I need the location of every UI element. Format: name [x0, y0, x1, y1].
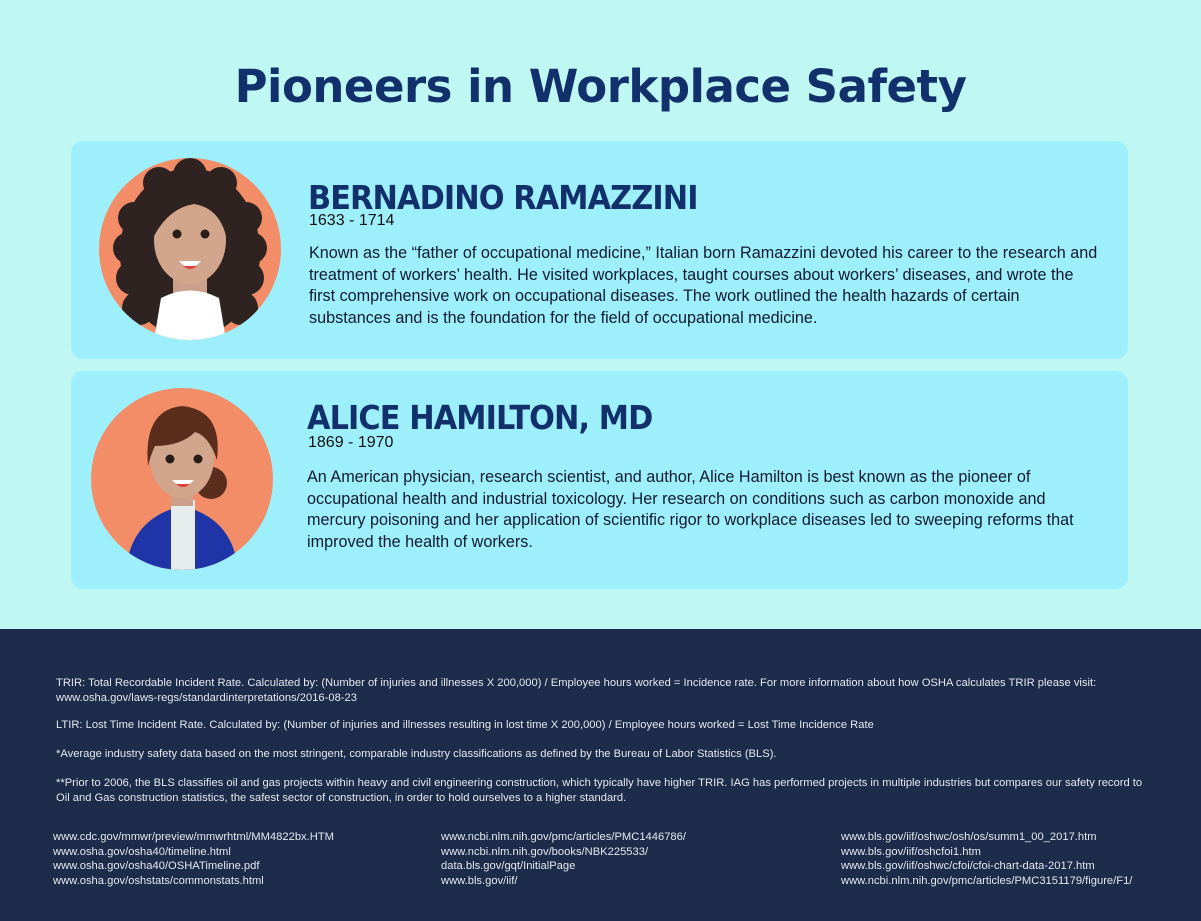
- sources-column-1: [53, 830, 334, 888]
- pioneer-card-hamilton: [71, 371, 1128, 589]
- hamilton-avatar-illustration: [91, 388, 273, 570]
- source-link[interactable]: www.bls.gov/iif/oshcfoi1.htm: [841, 845, 981, 858]
- footnote-ltir: LTIR: Lost Time Incident Rate. Calculated by: (Number of injuries and illnesses resulting in lost time X 200,000) / Employee hours worked = Lost Time Incidence Rate: [56, 719, 874, 731]
- pioneer-bio: Known as the “father of occupational medicine,” Italian born Ramazzini devoted his career to the research and treatment of workers’ health. He visited workplaces, taught courses about workers’ diseases, and wrote the first comprehensive work on occupational diseases. The work outlined the health hazards of certain substances and is the foundation for the field of occupational medicine.: [309, 244, 1098, 327]
- pioneer-years: 1869 - 1970: [308, 434, 394, 451]
- footnote-average: *Average industry safety data based on the most stringent, comparable industry classifications as defined by the Bureau of Labor Statistics (BLS).: [56, 748, 777, 760]
- pioneer-bio: An American physician, research scientist, and author, Alice Hamilton is best known as the pioneer of occupational health and industrial toxicology. Her research on conditions such as carbon monoxide and mercury poisoning and her application of scientific rigor to workplace diseases led to sweeping reforms that improved the health of workers.: [307, 468, 1074, 551]
- sources-column-2: [441, 830, 686, 888]
- ramazzini-avatar-illustration: [99, 158, 281, 340]
- source-link[interactable]: www.osha.gov/osha40/OSHATimeline.pdf: [53, 860, 260, 872]
- source-link[interactable]: www.bls.gov/iif/: [441, 874, 518, 887]
- source-link[interactable]: www.bls.gov/iif/oshwc/cfoi/cfoi-chart-data-2017.htm: [841, 860, 1095, 872]
- source-link[interactable]: data.bls.gov/gqt/InitialPage: [441, 860, 576, 872]
- footnote-prior-2006: **Prior to 2006, the BLS classifies oil and gas projects within heavy and civil engineering construction, which typically have higher TRIR. IAG has performed projects in multiple industries but compares our safety record to Oil and Gas construction statistics, the safest sector of construction, in order to hold ourselves to a higher standard.: [56, 777, 1143, 804]
- source-link[interactable]: www.osha.gov/osha40/timeline.html: [53, 845, 231, 858]
- pioneer-name: ALICE HAMILTON, MD: [307, 398, 653, 437]
- page-title: Pioneers in Workplace Safety: [234, 60, 967, 113]
- footnote-trir: TRIR: Total Recordable Incident Rate. Calculated by: (Number of injuries and illnesses X 200,000) / Employee hours worked = Incidence rate. For more information about how OSHA calculates TRIR please visit: www.osha.gov/laws-regs/standardinterpretations/2016-08-23: [56, 677, 1097, 704]
- source-link[interactable]: www.osha.gov/oshstats/commonstats.html: [53, 874, 264, 887]
- pioneer-name: BERNADINO RAMAZZINI: [308, 178, 698, 217]
- source-link[interactable]: www.ncbi.nlm.nih.gov/books/NBK225533/: [441, 845, 649, 858]
- source-link[interactable]: www.bls.gov/iif/oshwc/osh/os/summ1_00_2017.htm: [841, 831, 1097, 843]
- sources-column-3: [841, 830, 1132, 888]
- pioneer-card-ramazzini: [71, 141, 1128, 359]
- source-link[interactable]: www.ncbi.nlm.nih.gov/pmc/articles/PMC1446786/: [441, 831, 686, 843]
- pioneer-years: 1633 - 1714: [309, 212, 395, 229]
- footer: [0, 629, 1201, 921]
- source-link[interactable]: www.cdc.gov/mmwr/preview/mmwrhtml/MM4822bx.HTM: [53, 831, 334, 843]
- source-link[interactable]: www.ncbi.nlm.nih.gov/pmc/articles/PMC3151179/figure/F1/: [841, 874, 1133, 887]
